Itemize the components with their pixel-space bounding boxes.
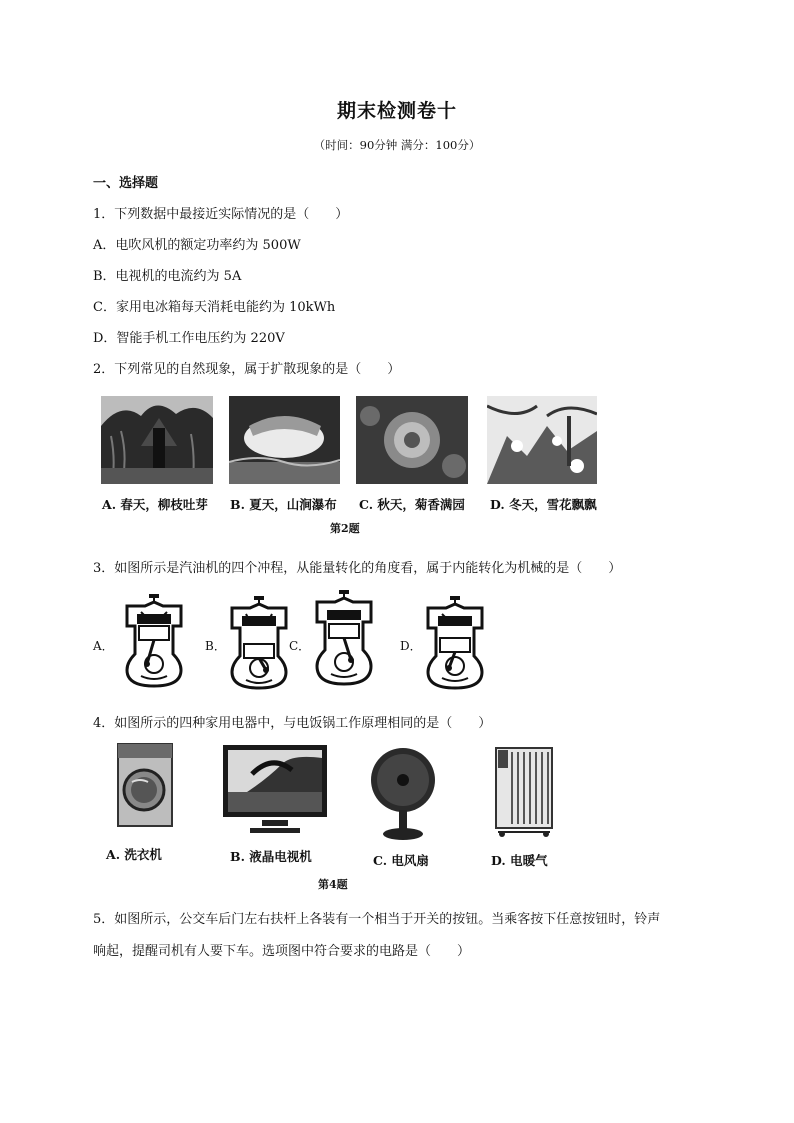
question-2-stem: 2．下列常见的自然现象，属于扩散现象的是（ ） — [93, 362, 401, 377]
question-5-stem-line-1: 5．如图所示，公交车后门左右扶杆上各装有一个相当于开关的按钮。当乘客按下任意按钮时，铃声 — [93, 912, 661, 927]
q4-figure-label: 第4题 — [318, 878, 348, 891]
engine-stroke-a — [123, 592, 185, 688]
question-4-stem: 4．如图所示的四种家用电器中，与电饭锅工作原理相同的是（ ） — [93, 716, 492, 731]
engine-stroke-b — [228, 594, 290, 690]
q3-label-d: D． — [400, 639, 422, 653]
question-3-stem: 3．如图所示是汽油机的四个冲程，从能量转化的角度看，属于内能转化为机械的是（ ） — [93, 561, 622, 576]
q4-caption-c: C. 电风扇 — [373, 853, 429, 868]
engine-stroke-c — [313, 588, 375, 686]
q4-caption-b: B. 液晶电视机 — [230, 849, 312, 864]
section-heading: 一、选择题 — [93, 176, 159, 191]
question-1-option-c: C．家用电冰箱每天消耗电能约为 10kWh — [93, 300, 336, 315]
question-5-stem-line-2: 响起，提醒司机有人要下车。选项图中符合要求的电路是（ ） — [93, 944, 471, 959]
q2-caption-b: B. 夏天，山涧瀑布 — [230, 497, 337, 512]
waterfall-photo — [229, 396, 340, 484]
q4-caption-d: D. 电暖气 — [491, 853, 548, 868]
page-title: 期末检测卷十 — [336, 100, 457, 122]
q3-label-b: B． — [205, 639, 226, 653]
electric-fan-photo — [368, 746, 438, 842]
question-1-option-d: D．智能手机工作电压约为 220V — [93, 331, 285, 346]
q2-caption-d: D. 冬天，雪花飘飘 — [490, 497, 597, 512]
exam-info: （时间：90分钟 满分：100分） — [313, 138, 481, 152]
electric-heater-photo — [490, 744, 558, 840]
q2-figure-label: 第2题 — [330, 522, 360, 535]
q3-label-a: A． — [93, 639, 114, 653]
lcd-tv-photo — [222, 744, 328, 836]
washing-machine-photo — [110, 740, 180, 832]
engine-stroke-d — [424, 594, 486, 690]
q3-label-c: C． — [289, 639, 311, 653]
q2-caption-a: A. 春天，柳枝吐芽 — [102, 497, 208, 512]
q4-caption-a: A. 洗衣机 — [106, 847, 162, 862]
question-1-option-a: A．电吹风机的额定功率约为 500W — [93, 238, 301, 253]
snow-photo — [487, 396, 597, 484]
question-1-option-b: B．电视机的电流约为 5A — [93, 269, 242, 284]
chrysanthemum-photo — [356, 396, 468, 484]
willow-photo — [101, 396, 213, 484]
question-1-stem: 1．下列数据中最接近实际情况的是（ ） — [93, 207, 349, 222]
q2-caption-c: C. 秋天，菊香满园 — [359, 497, 465, 512]
